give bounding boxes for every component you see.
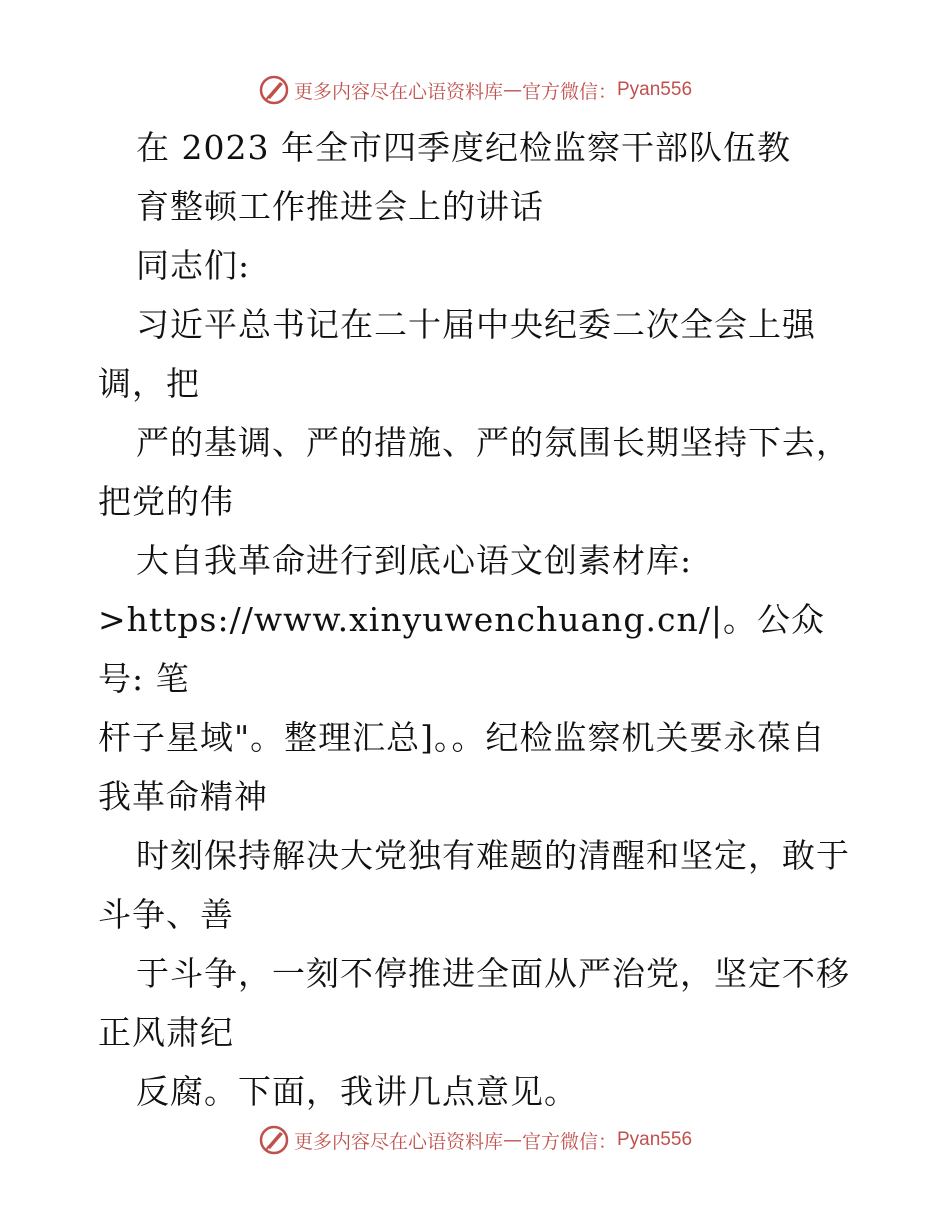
watermark-wechat-label: 官方微信：	[521, 1130, 617, 1153]
watermark-dash: —	[502, 1129, 522, 1151]
watermark-text: 更多内容尽在心语资料库	[293, 1130, 503, 1153]
line-text: 杆子星域"。整理汇总]。。纪检监察机关要永葆自	[98, 718, 826, 757]
quill-logo-icon	[258, 74, 290, 106]
document-body	[98, 118, 858, 1121]
document-line	[98, 531, 858, 590]
line-text: 调，把	[98, 364, 200, 403]
document-line	[98, 826, 858, 885]
document-line	[98, 295, 858, 354]
document-line	[98, 413, 858, 472]
document-line	[98, 354, 858, 413]
line-text: 于斗争，一刻不停推进全面从严治党，坚定不移	[136, 954, 850, 993]
document-line	[98, 885, 858, 944]
document-line	[98, 118, 858, 177]
line-text: 严的基调、严的措施、严的氛围长期坚持下去，	[136, 423, 850, 462]
line-text: 斗争、善	[98, 895, 234, 934]
document-line	[98, 472, 858, 531]
header-watermark	[0, 72, 950, 108]
document-line	[98, 590, 858, 708]
line-text: 我革命精神	[98, 777, 268, 816]
line-text: 把党的伟	[98, 482, 234, 521]
document-line	[98, 1062, 858, 1121]
watermark-wechat-id: Pyan556	[617, 79, 693, 100]
document-line	[98, 944, 858, 1003]
line-text: 正风肃纪	[98, 1013, 234, 1052]
line-text: >https://www.xinyuwenchuang.cn/|。公众号: 笔	[98, 600, 826, 698]
document-line	[98, 1003, 858, 1062]
document-line	[98, 708, 858, 767]
line-text: 同志们:	[136, 246, 251, 285]
line-text: 反腐。下面，我讲几点意见。	[136, 1072, 578, 1111]
quill-logo-icon	[258, 1124, 290, 1156]
watermark-dash: —	[502, 79, 522, 101]
line-text: 在 2023 年全市四季度纪检监察干部队伍教	[136, 128, 791, 167]
line-text: 习近平总书记在二十届中央纪委二次全会上强	[136, 305, 816, 344]
watermark-wechat-label: 官方微信：	[521, 80, 617, 103]
document-line	[98, 236, 858, 295]
watermark-wechat-id: Pyan556	[617, 1129, 693, 1150]
line-text: 育整顿工作推进会上的讲话	[136, 187, 544, 226]
footer-watermark	[0, 1122, 950, 1158]
line-text: 大自我革命进行到底心语文创素材库:	[136, 541, 693, 580]
document-line	[98, 177, 858, 236]
line-text: 时刻保持解决大党独有难题的清醒和坚定，敢于	[136, 836, 850, 875]
watermark-text: 更多内容尽在心语资料库	[293, 80, 503, 103]
document-line	[98, 767, 858, 826]
